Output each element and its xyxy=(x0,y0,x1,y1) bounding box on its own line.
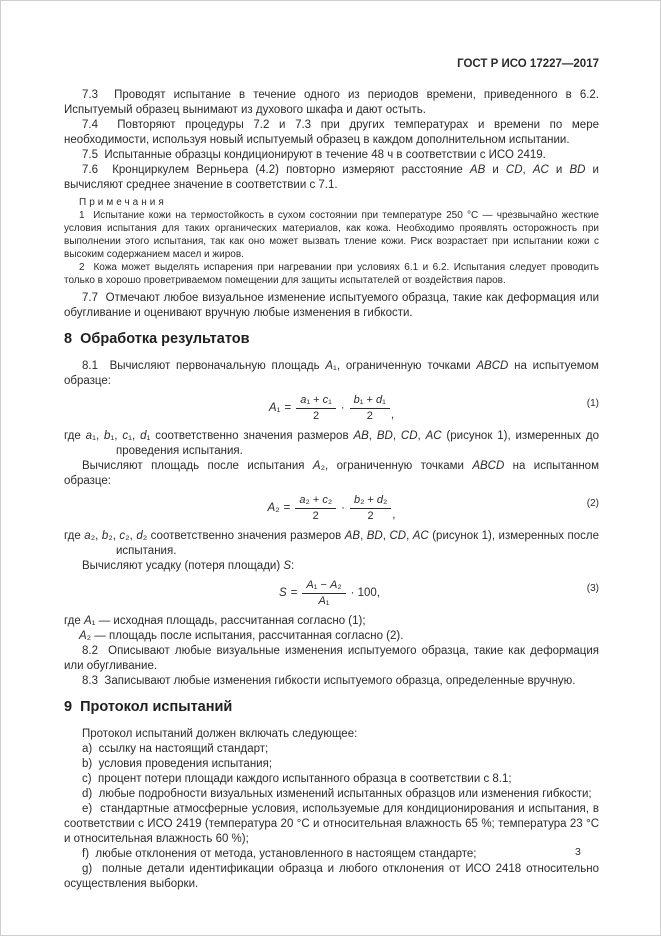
note-1: 1 Испытание кожи на термостойкость в сухом состоянии при температуре 250 °С — чрезвычайно жесткие условия испытания для таких органических материалов, как кожа. Необходимо проявлять осторожность при выполнении этого испытания, так как оно может вызвать тление кожи. Риск возрастает при испытании кожи с высоким содержанием масел и жиров. xyxy=(64,210,599,260)
formula-1-body xyxy=(269,394,394,423)
where-clause-3b: A₂ — площадь после испытания, рассчитанная согласно (2). xyxy=(79,630,404,642)
fraction-denominator: 2 xyxy=(366,410,373,422)
formula-2 xyxy=(64,494,599,523)
list-item-e: e) стандартные атмосферные условия, используемые для кондиционирования и испытания, в соответствии с ИСО 2419 (температура 20 °С и относительная влажность 65 %; температура 23 °С и относительная влажность 60 %); xyxy=(64,803,599,845)
doc-code: ГОСТ Р ИСО 17227—2017 xyxy=(457,58,599,70)
paragraph-7-4: 7.4 Повторяют процедуры 7.2 и 7.3 при других температурах и времени по мере необходимости, используя новый испытуемый образец в каждом дополнительном испытании. xyxy=(64,119,599,146)
fraction-denominator: 2 xyxy=(367,510,374,522)
formula-3 xyxy=(64,579,599,608)
list-item-c: c) процент потери площади каждого испытанного образца в соответствии с 8.1; xyxy=(82,773,512,785)
section-9-heading: 9 Протокол испытаний xyxy=(64,699,233,715)
list-item-f: f) любые отклонения от метода, установленного в настоящем стандарте; xyxy=(82,848,477,860)
fraction xyxy=(302,579,345,608)
where-clause-3a: где A₁ — исходная площадь, рассчитанная согласно (1); xyxy=(64,615,366,627)
fraction xyxy=(295,494,336,523)
multiplication-dot: · xyxy=(341,502,345,514)
equals-sign: = xyxy=(283,502,291,514)
paragraph-8-3: 8.3 Записывают любые изменения гибкости испытуемого образца, определенные вручную. xyxy=(82,675,576,687)
equals-sign: = xyxy=(290,587,298,599)
equation-number-2: (2) xyxy=(586,498,599,509)
paragraph-7-6: 7.6 Кронциркулем Верньера (4.2) повторно измеряют расстояние AB и CD, AC и BD и вычисляют среднее значение в соответствии с 7.1. xyxy=(64,164,599,191)
paragraph-a2: Вычисляют площадь после испытания A₂, ограниченную точками ABCD на испытанном образце: xyxy=(64,460,599,487)
formula-tail: , xyxy=(392,509,396,521)
fraction-numerator: A₁ − A₂ xyxy=(302,579,345,594)
formula-3-lhs: S xyxy=(278,587,287,599)
paragraph-s: Вычисляют усадку (потеря площади) S: xyxy=(82,560,295,572)
paragraph-8-2: 8.2 Описывают любые визуальные изменения испытуемого образца, такие как деформация или обугливание. xyxy=(64,645,599,672)
fraction xyxy=(296,394,336,423)
formula-2-body xyxy=(268,494,396,523)
fraction xyxy=(350,494,391,523)
fraction-numerator: b₁ + d₁ xyxy=(350,394,390,409)
formula-2-lhs: A₂ xyxy=(267,502,280,514)
formula-3-body xyxy=(279,579,384,608)
paragraph-8-1: 8.1 Вычисляют первоначальную площадь A₁, ограниченную точками ABCD на испытуемом образце: xyxy=(64,360,599,387)
formula-1 xyxy=(64,394,599,423)
page-number: 3 xyxy=(575,846,581,858)
where-clause-2: где a₂, b₂, c₂, d₂ соответственно значения размеров AB, BD, CD, AC (рисунок 1), измеренных после испытания. xyxy=(64,530,600,557)
equation-number-1: (1) xyxy=(586,398,599,409)
list-item-g: g) полные детали идентификации образца и любого отклонения от ИСО 2418 относительно осуществления выборки. xyxy=(64,863,599,890)
notes-label: Примечания xyxy=(79,197,167,208)
formula-multiplier: · 100, xyxy=(350,587,381,599)
fraction-numerator: a₂ + c₂ xyxy=(295,494,336,509)
page-content xyxy=(64,57,599,892)
fraction-denominator: 2 xyxy=(312,410,320,422)
list-item-d: d) любые подробности визуальных изменений испытанных образцов или изменения гибкости; xyxy=(82,788,592,800)
multiplication-dot: · xyxy=(340,402,345,414)
note-2: 2 Кожа может выделять испарения при нагревании при условиях 6.1 и 6.2. Испытания следует проводить только в хорошо проветриваемом помещении для защиты испытателей от воздействия паров. xyxy=(64,262,599,286)
fraction-denominator: 2 xyxy=(312,510,319,522)
fraction-numerator: b₂ + d₂ xyxy=(350,494,391,509)
fraction xyxy=(350,394,390,423)
formula-1-lhs: A₁ xyxy=(268,402,281,414)
list-item-b: b) условия проведения испытания; xyxy=(82,758,273,770)
list-item-a: a) ссылку на настоящий стандарт; xyxy=(82,743,269,755)
fraction-numerator: a₁ + c₁ xyxy=(296,394,336,409)
formula-tail: , xyxy=(390,409,395,421)
paragraph-7-7: 7.7 Отмечают любое визуальное изменение испытуемого образца, такие как деформация или обугливание и оценивают вручную любые изменения в гибкости. xyxy=(64,292,599,319)
paragraph-9-intro: Протокол испытаний должен включать следующее: xyxy=(82,728,358,740)
equation-number-3: (3) xyxy=(586,583,599,594)
section-8-heading: 8 Обработка результатов xyxy=(64,331,250,347)
notes-block xyxy=(64,196,599,287)
where-clause-1: где a₁, b₁, c₁, d₁ соответственно значения размеров AB, BD, CD, AC (рисунок 1), измеренных до проведения испытания. xyxy=(64,430,599,457)
equals-sign: = xyxy=(284,402,292,414)
paragraph-7-3: 7.3 Проводят испытание в течение одного из периодов времени, приведенного в 6.2. Испытуемый образец вынимают из духового шкафа и дают остыть. xyxy=(64,89,599,116)
paragraph-7-5: 7.5 Испытанные образцы кондиционируют в течение 48 ч в соответствии с ИСО 2419. xyxy=(82,149,546,161)
fraction-denominator: A₁ xyxy=(318,595,330,607)
